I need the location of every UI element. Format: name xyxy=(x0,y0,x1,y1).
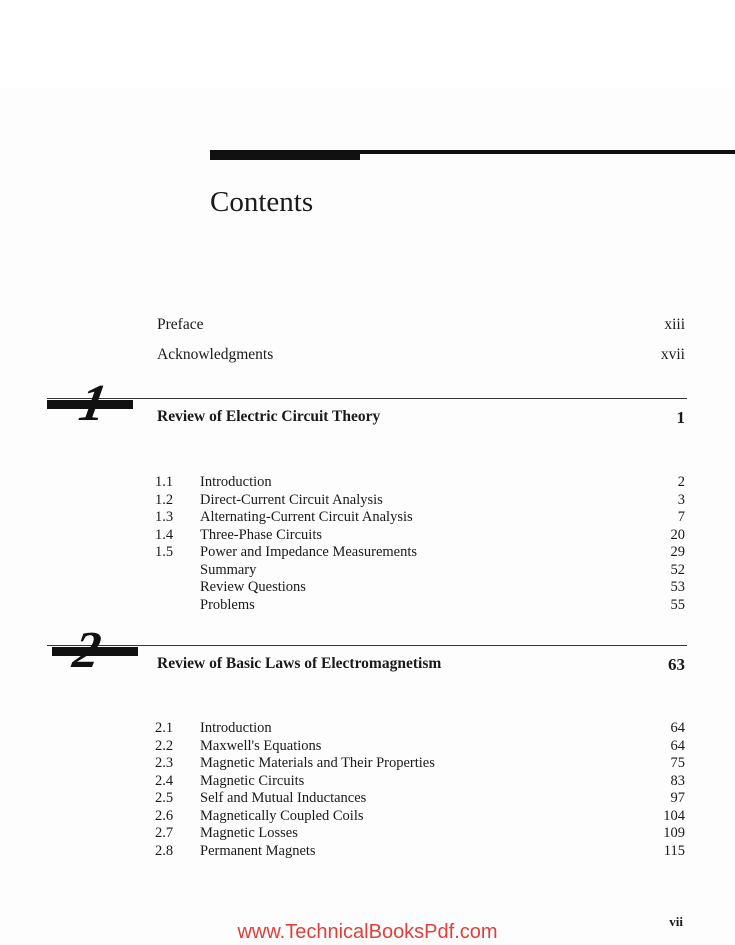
chapter-rule xyxy=(47,645,687,646)
section-title: Magnetic Materials and Their Properties xyxy=(200,755,435,771)
section-title: Magnetic Circuits xyxy=(200,772,305,789)
list-item xyxy=(155,755,685,773)
list-item xyxy=(155,509,685,527)
chapter-heading xyxy=(157,655,685,675)
list-item xyxy=(155,738,685,756)
section-number: 2.5 xyxy=(155,790,174,806)
entry-page: xiii xyxy=(664,316,685,333)
section-number: 1.1 xyxy=(155,474,174,490)
list-item xyxy=(155,492,685,510)
list-item xyxy=(155,825,685,843)
section-page: 55 xyxy=(670,596,685,613)
chapter-1-sections xyxy=(155,474,685,614)
chapter-page: 1 xyxy=(676,408,685,427)
section-number xyxy=(155,597,200,615)
chapter-number: 1 xyxy=(75,375,112,432)
section-number xyxy=(155,579,200,597)
section-page: 75 xyxy=(670,755,685,771)
section-number: 2.2 xyxy=(155,737,174,754)
section-number: 2.8 xyxy=(155,842,174,859)
section-title: Magnetically Coupled Coils xyxy=(200,807,364,824)
section-page: 29 xyxy=(670,544,685,560)
section-number xyxy=(155,562,200,580)
chapter-title: Review of Electric Circuit Theory xyxy=(157,408,381,425)
section-page: 3 xyxy=(677,491,685,508)
list-item xyxy=(155,720,685,738)
section-title: Review Questions xyxy=(200,579,306,595)
section-title: Maxwell's Equations xyxy=(200,737,322,754)
section-title: Magnetic Losses xyxy=(200,825,298,841)
list-item xyxy=(155,808,685,826)
chapter-2-sections xyxy=(155,720,685,860)
section-title: Problems xyxy=(200,596,255,613)
section-title: Power and Impedance Measurements xyxy=(200,544,418,560)
chapter-heading xyxy=(157,408,685,428)
list-item xyxy=(155,790,685,808)
section-title: Summary xyxy=(200,561,257,578)
section-number: 1.4 xyxy=(155,526,174,543)
section-page: 52 xyxy=(670,561,685,578)
entry-title: Preface xyxy=(157,316,204,333)
watermark-link[interactable]: www.TechnicalBooksPdf.com xyxy=(237,921,498,943)
list-item xyxy=(155,579,685,597)
section-number: 1.5 xyxy=(155,544,174,560)
list-item xyxy=(155,474,685,492)
section-number: 2.3 xyxy=(155,755,174,771)
section-page: 2 xyxy=(677,474,685,490)
section-page: 20 xyxy=(670,526,685,543)
list-item xyxy=(155,527,685,545)
section-page: 109 xyxy=(663,825,685,841)
front-matter-entry xyxy=(157,346,685,364)
chapter-page: 63 xyxy=(668,655,685,674)
section-number: 2.6 xyxy=(155,807,174,824)
chapter-title: Review of Basic Laws of Electromagnetism xyxy=(157,655,442,672)
list-item xyxy=(155,773,685,791)
page-title: Contents xyxy=(210,186,314,218)
section-number: 1.3 xyxy=(155,509,174,525)
list-item xyxy=(155,843,685,861)
section-page: 83 xyxy=(670,772,685,789)
section-page: 104 xyxy=(663,807,685,824)
section-title: Introduction xyxy=(200,720,272,736)
list-item xyxy=(155,544,685,562)
list-item xyxy=(155,562,685,580)
header-rule-accent xyxy=(210,151,360,160)
section-title: Permanent Magnets xyxy=(200,842,316,859)
section-page: 115 xyxy=(663,842,685,859)
section-number: 1.2 xyxy=(155,491,174,508)
page-folio: vii xyxy=(669,914,683,929)
section-title: Self and Mutual Inductances xyxy=(200,790,367,806)
section-page: 7 xyxy=(677,509,685,525)
chapter-rule xyxy=(47,398,687,399)
entry-title: Acknowledgments xyxy=(157,346,274,363)
section-page: 97 xyxy=(670,790,685,806)
section-number: 2.4 xyxy=(155,772,174,789)
section-page: 64 xyxy=(670,720,685,736)
section-title: Introduction xyxy=(200,474,272,490)
section-number: 2.1 xyxy=(155,720,174,736)
section-page: 53 xyxy=(670,579,685,595)
list-item xyxy=(155,597,685,615)
section-title: Three-Phase Circuits xyxy=(200,526,323,543)
section-page: 64 xyxy=(670,737,685,754)
section-title: Alternating-Current Circuit Analysis xyxy=(200,509,413,525)
front-matter-entry xyxy=(157,316,685,334)
chapter-number: 2 xyxy=(69,622,106,679)
section-title: Direct-Current Circuit Analysis xyxy=(200,491,383,508)
entry-page: xvii xyxy=(660,346,685,363)
section-number: 2.7 xyxy=(155,825,174,841)
